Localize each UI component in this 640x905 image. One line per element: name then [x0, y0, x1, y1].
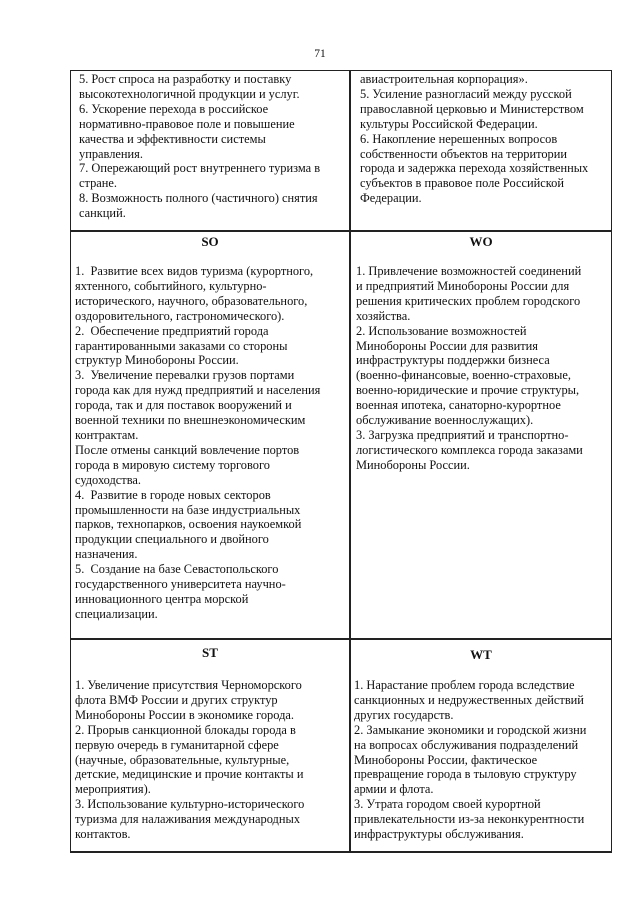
- text-line: качества и эффективности системы: [79, 131, 266, 146]
- text-line: 2. Использование возможностей: [356, 323, 527, 338]
- text-line: первую очередь в гуманитарной сфере: [75, 737, 279, 752]
- text-line: хозяйства.: [356, 308, 411, 323]
- text-line: инфраструктуры обслуживания.: [354, 827, 524, 842]
- text-line: 2. Прорыв санкционной блокады города в: [75, 722, 296, 737]
- st-heading: ST: [202, 645, 218, 660]
- text-line: контактов.: [75, 827, 131, 842]
- text-line: оздоровительного, гастрономического).: [75, 308, 285, 323]
- text-line: детские, медицинские и прочие контакты и: [75, 767, 304, 782]
- text-line: военной техники по внешнеэкономическим: [75, 413, 306, 428]
- text-line: 1. Нарастание проблем города вследствие: [354, 678, 575, 692]
- wo-heading: WO: [469, 234, 493, 249]
- text-line: парков, технопарков, освоения наукоемкой: [75, 517, 302, 532]
- text-line: гарантированными заказами со стороны: [75, 338, 288, 353]
- text-line: Федерации.: [360, 191, 422, 206]
- text-line: нормативно-правовое поле и повышение: [79, 116, 295, 131]
- text-line: 5. Рост спроса на разработку и поставку: [79, 72, 292, 86]
- text-line: 3. Увеличение перевалки грузов портами: [75, 368, 295, 383]
- text-line: санкций.: [79, 206, 126, 221]
- text-line: 6. Ускорение перехода в российское: [79, 101, 269, 116]
- text-line: государственного университета научно-: [75, 577, 286, 592]
- text-line: Минобороны России, фактическое: [354, 752, 538, 767]
- text-line: санкционных и недружественных действий: [354, 692, 584, 707]
- table-bottom-border: [70, 851, 612, 853]
- wo-cell: [356, 264, 610, 473]
- so-cell: [75, 264, 347, 622]
- text-line: 3. Загрузка предприятий и транспортно-: [356, 427, 569, 442]
- text-line: управления.: [79, 146, 143, 161]
- text-line: Минобороны России для развития: [356, 338, 538, 353]
- text-line: промышленности на базе индустриальных: [75, 502, 301, 517]
- text-line: 2. Замыкание экономики и городской жизни: [354, 722, 587, 737]
- text-line: высокотехнологичной продукции и услуг.: [79, 86, 300, 101]
- text-line: туризма для налаживания международных: [75, 812, 301, 827]
- text-line: города, так и для поставок вооружений и: [75, 398, 292, 413]
- text-line: инновационного центра морской: [75, 591, 249, 606]
- text-line: судоходства.: [75, 472, 142, 487]
- text-line: авиастроительная корпорация».: [360, 72, 528, 86]
- text-line: 4. Развитие в городе новых секторов: [75, 487, 271, 502]
- text-line: других государств.: [354, 707, 454, 722]
- table-top-border: [70, 70, 612, 71]
- page-number: 71: [314, 48, 326, 60]
- text-line: логистического комплекса города заказами: [356, 442, 583, 457]
- st-cell: [75, 678, 347, 842]
- column-divider: [349, 70, 351, 853]
- text-line: на вопросах обслуживания подразделений: [354, 737, 579, 752]
- text-line: 6. Накопление нерешенных вопросов: [360, 131, 558, 146]
- text-line: города в мировую систему торгового: [75, 457, 270, 472]
- table-right-border: [611, 70, 612, 853]
- text-line: (военно-финансовые, военно-страховые,: [356, 368, 571, 383]
- text-line: православной церковью и Министерством: [360, 101, 584, 116]
- top-left-cell: [79, 72, 347, 221]
- text-line: структур Минобороны России.: [75, 353, 239, 368]
- row-divider-1: [70, 230, 612, 232]
- text-line: 3. Утрата городом своей курортной: [354, 797, 541, 812]
- text-line: военная ипотека, санаторно-курортное: [356, 398, 561, 413]
- text-line: контрактам.: [75, 427, 139, 442]
- text-line: 2. Обеспечение предприятий города: [75, 323, 269, 338]
- text-line: города и задержка перехода хозяйственных: [360, 161, 589, 176]
- text-line: исторического, научного, образовательного,: [75, 293, 308, 308]
- text-line: 3. Использование культурно-исторического: [75, 797, 305, 812]
- text-line: мероприятия).: [75, 782, 151, 797]
- text-line: Минобороны России в экономике города.: [75, 707, 294, 722]
- text-line: и предприятий Минобороны России для: [356, 278, 570, 293]
- text-line: продукции специального и двойного: [75, 532, 269, 547]
- so-heading: SO: [201, 234, 219, 249]
- table-left-border: [70, 70, 71, 853]
- text-line: яхтенного, событийного, культурно-: [75, 278, 267, 293]
- text-line: флота ВМФ России и других структур: [75, 692, 278, 707]
- text-line: специализации.: [75, 606, 158, 621]
- text-line: обслуживание военнослужащих).: [356, 413, 534, 428]
- text-line: 1. Привлечение возможностей соединений: [356, 264, 582, 278]
- text-line: превращение города в тыловую структуру: [354, 767, 577, 782]
- text-line: 8. Возможность полного (частичного) снятия: [79, 191, 318, 206]
- text-line: инфраструктуры поддержки бизнеса: [356, 353, 550, 368]
- text-line: 5. Усиление разногласий между русской: [360, 86, 572, 101]
- top-right-cell: [360, 72, 610, 206]
- text-line: 7. Опережающий рост внутреннего туризма в: [79, 161, 321, 176]
- text-line: армии и флота.: [354, 782, 434, 797]
- text-line: 1. Увеличение присутствия Черноморского: [75, 678, 302, 692]
- text-line: города как для нужд предприятий и населения: [75, 383, 321, 398]
- text-line: субъектов в правовое поле Российской: [360, 176, 564, 191]
- wt-heading: WT: [470, 647, 492, 662]
- row-divider-2: [70, 638, 612, 640]
- text-line: назначения.: [75, 547, 138, 562]
- text-line: решения критических проблем городского: [356, 293, 581, 308]
- text-line: стране.: [79, 176, 117, 191]
- text-line: (научные, образовательные, культурные,: [75, 752, 290, 767]
- text-line: 5. Создание на базе Севастопольского: [75, 562, 279, 577]
- text-line: Минобороны России.: [356, 457, 470, 472]
- text-line: военно-юридические и прочие структуры,: [356, 383, 580, 398]
- text-line: После отмены санкций вовлечение портов: [75, 442, 300, 457]
- wt-cell: [354, 678, 610, 842]
- text-line: привлекательности из-за неконкурентности: [354, 812, 585, 827]
- text-line: 1. Развитие всех видов туризма (курортного,: [75, 264, 314, 278]
- text-line: собственности объектов на территории: [360, 146, 568, 161]
- text-line: культуры Российской Федерации.: [360, 116, 538, 131]
